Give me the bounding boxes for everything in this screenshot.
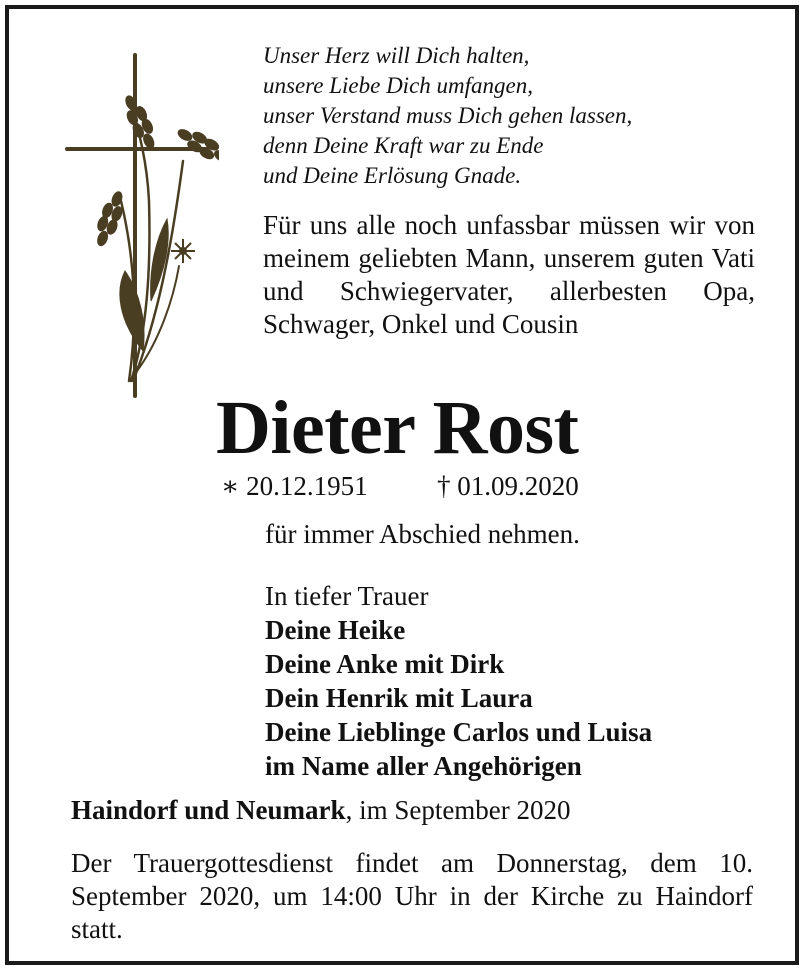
mourners-intro: In tiefer Trauer	[265, 581, 429, 611]
place-date-line	[71, 795, 571, 826]
obituary-frame	[5, 5, 799, 965]
birth-date-value: 20.12.1951	[246, 471, 368, 501]
poem	[263, 41, 783, 191]
mourner-name: Deine Lieblinge Carlos und Luisa	[265, 717, 653, 747]
poem-line: Unser Herz will Dich halten,	[263, 43, 530, 68]
deceased-name: Dieter Rost	[216, 386, 579, 470]
mourner-name: Dein Henrik mit Laura	[265, 683, 533, 713]
farewell-text: für immer Abschied nehmen.	[265, 519, 580, 549]
death-date-value: 01.09.2020	[457, 471, 579, 501]
service-notice: Der Trauergottesdienst findet am Donnerstag, dem 10. September 2020, um 14:00 Uhr in der Kirche zu Haindorf statt.	[71, 848, 753, 944]
place-date: , im September 2020	[345, 795, 571, 825]
cross-with-wheat-icon	[59, 51, 219, 401]
birth-date	[221, 471, 368, 502]
poem-line: und Deine Erlösung Gnade.	[263, 163, 522, 188]
intro-text: Für uns alle noch unfassbar müssen wir von meinem geliebten Mann, unserem guten Vati und Schwiegervater, allerbesten Opa, Schwager, Onkel und Cousin	[263, 210, 755, 339]
mourners-block	[265, 579, 652, 783]
mourner-name: Deine Heike	[265, 615, 406, 645]
place-name: Haindorf und Neumark	[71, 795, 346, 825]
mourner-name: im Name aller Angehörigen	[265, 751, 582, 781]
mourner-name: Deine Anke mit Dirk	[265, 649, 505, 679]
poem-line: denn Deine Kraft war zu Ende	[263, 133, 544, 158]
death-date	[437, 471, 579, 502]
birth-star-icon: ∗	[221, 471, 240, 501]
poem-line: unsere Liebe Dich umfangen,	[263, 73, 533, 98]
death-cross-icon: †	[437, 471, 451, 501]
poem-line: unser Verstand muss Dich gehen lassen,	[263, 103, 633, 128]
